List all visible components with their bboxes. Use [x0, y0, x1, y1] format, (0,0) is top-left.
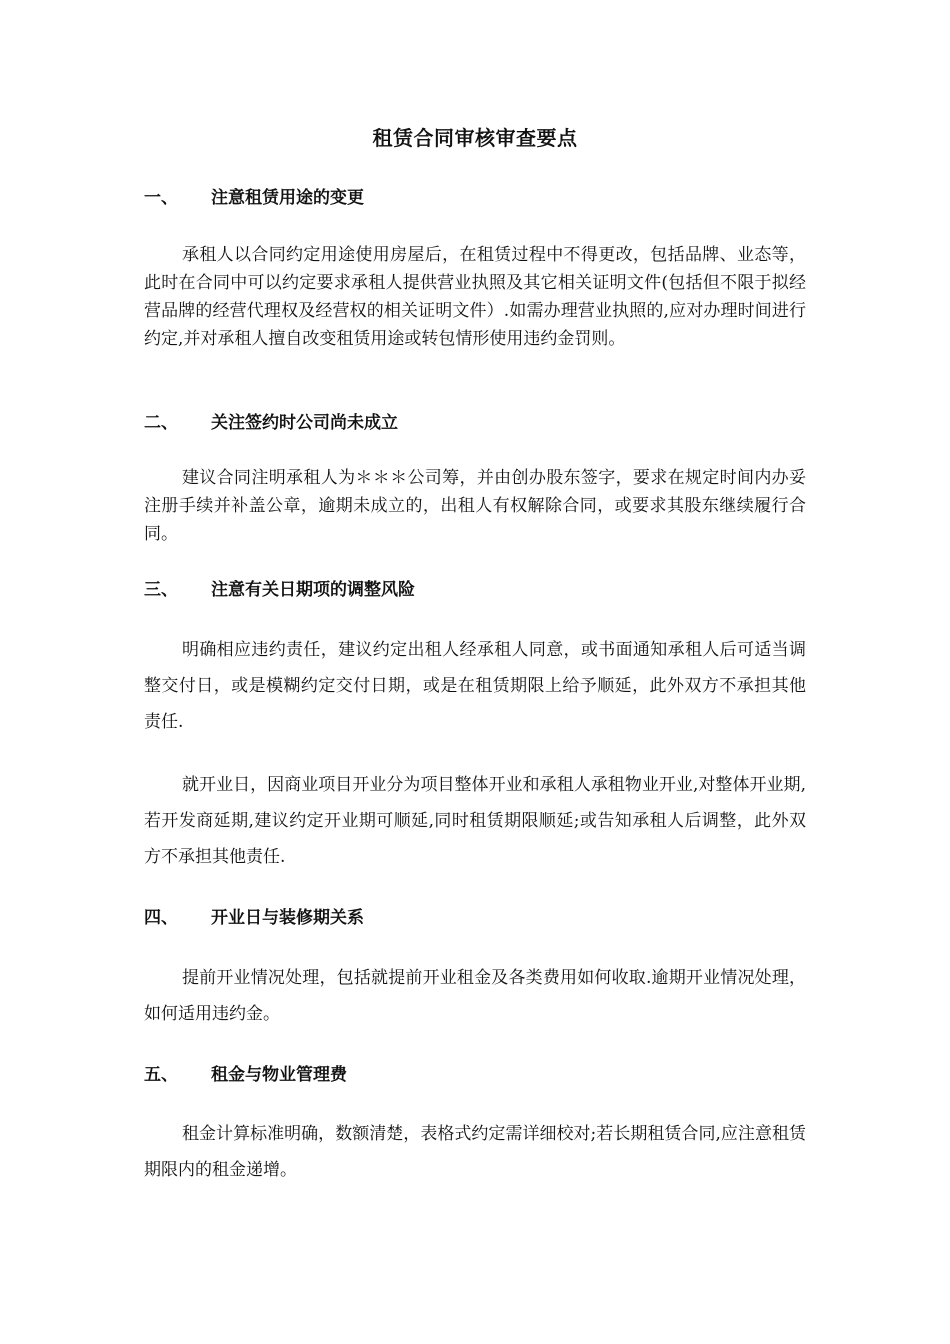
- section-number: 五、: [144, 1065, 178, 1085]
- section-title: 开业日与装修期关系: [211, 908, 364, 928]
- section-heading-3: [144, 578, 806, 602]
- section-number: 四、: [144, 908, 178, 928]
- section-2-paragraph-1: 建议合同注明承租人为＊＊＊公司筹，并由创办股东签字，要求在规定时间内办妥注册手续并补盖公章，逾期未成立的，出租人有权解除合同，或要求其股东继续履行合同。: [144, 468, 806, 544]
- section-heading-2: [144, 411, 806, 435]
- document-page: [144, 0, 806, 1344]
- section-title: 注意有关日期项的调整风险: [211, 580, 415, 600]
- section-number: 二、: [144, 413, 178, 433]
- section-title: 关注签约时公司尚未成立: [211, 413, 398, 433]
- section-title: 注意租赁用途的变更: [211, 188, 364, 208]
- section-1-paragraph-1: 承租人以合同约定用途使用房屋后，在租赁过程中不得更改，包括品牌、业态等，此时在合同中可以约定要求承租人提供营业执照及其它相关证明文件(包括但不限于拟经营品牌的经营代理权及经营权的相关证明文件）.如需办理营业执照的,应对办理时间进行约定,并对承租人擅自改变租赁用途或转包情形使用违约金罚则。: [144, 245, 806, 349]
- section-4-paragraph-1: 提前开业情况处理，包括就提前开业租金及各类费用如何收取.逾期开业情况处理，如何适用违约金。: [144, 968, 806, 1024]
- section-heading-4: [144, 906, 806, 930]
- section-3-paragraph-2: 就开业日，因商业项目开业分为项目整体开业和承租人承租物业开业,对整体开业期,若开发商延期,建议约定开业期可顺延,同时租赁期限顺延;或告知承租人后调整，此外双方不承担其他责任.: [144, 775, 806, 867]
- section-5-paragraph-1: 租金计算标准明确，数额清楚，表格式约定需详细校对;若长期租赁合同,应注意租赁期限内的租金递增。: [144, 1124, 806, 1180]
- document-title: 租赁合同审核审查要点: [372, 126, 578, 150]
- section-heading-5: [144, 1063, 806, 1087]
- section-3-paragraph-1: 明确相应违约责任，建议约定出租人经承租人同意，或书面通知承租人后可适当调整交付日，或是模糊约定交付日期，或是在租赁期限上给予顺延，此外双方不承担其他责任.: [144, 640, 806, 732]
- section-heading-1: [144, 186, 806, 210]
- section-title: 租金与物业管理费: [211, 1065, 347, 1085]
- section-number: 三、: [144, 580, 178, 600]
- section-number: 一、: [144, 188, 178, 208]
